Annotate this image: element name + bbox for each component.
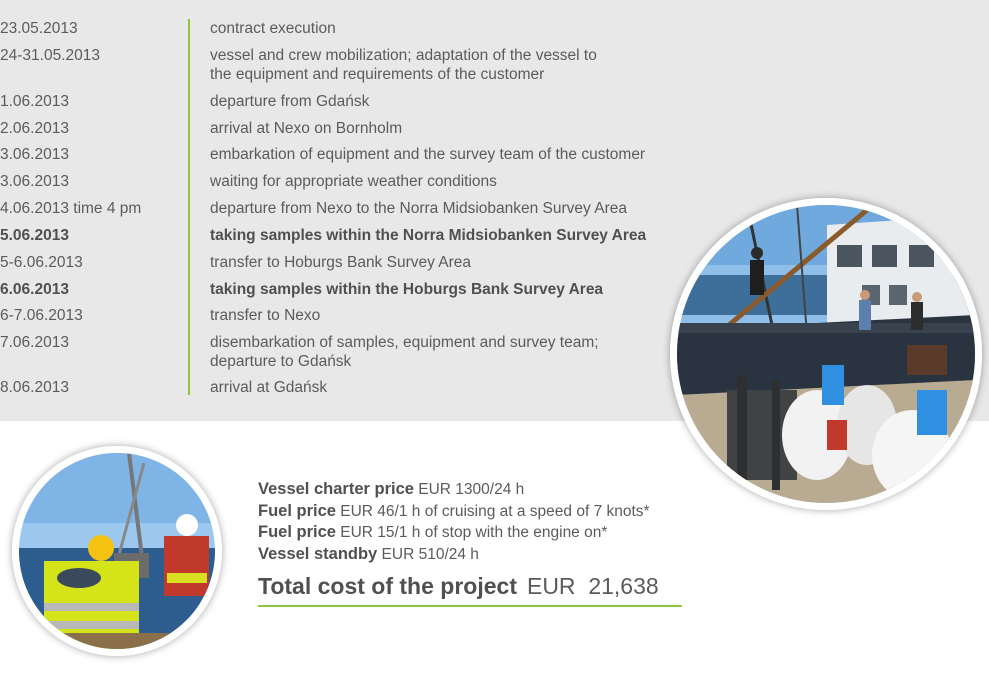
timeline-event: taking samples within the Norra Midsiobanken Survey Area [210, 227, 647, 244]
schedule-timeline: 23.05.2013 contract execution 24-31.05.2013 vessel and crew mobilization; adaptation of the vessel to the equipment and requirements of the customer 1.06.2013 departure from Gdańsk 2.06.2013 arrival at Nexo on Bornholm 3.06.2013 embarkation of equipment and the survey team of the customer 3.06.2013 waiting for appropriate weather conditions 4.06.2013 time 4 pm departure from Nexo to the Norra Midsiobanken Survey Area 5.06.2013 taking samples within the Norra Midsiobanken Survey Area 5-6.06.2013 transfer to Hoburgs Bank Survey Area 6.06.2013 taking samples within the Hoburgs Bank Survey Area 6-7.06.2013 transfer to Nexo 7.06.2013 disembarkation of samples, equipment and survey team; departure to Gdańsk 8.06.2013 arrival at Gdańsk [0, 0, 989, 421]
timeline-event: departure from Nexo to the Norra Midsiobanken Survey Area [210, 200, 627, 217]
cost-value: EUR 15/1 h of stop with the engine on* [340, 524, 608, 541]
cost-label: Fuel price [258, 523, 336, 541]
timeline-event: departure from Gdańsk [210, 93, 370, 110]
cost-label: Vessel charter price [258, 480, 414, 498]
timeline-event: contract execution [210, 20, 336, 37]
vessel-illustration [677, 205, 975, 503]
cost-item [258, 522, 698, 544]
timeline-event [210, 46, 690, 84]
crew-illustration [19, 453, 215, 649]
timeline-event-line: disembarkation of samples, equipment and survey team; [210, 334, 599, 351]
timeline-event: transfer to Nexo [210, 307, 321, 324]
cost-value: EUR 510/24 h [381, 545, 479, 563]
total-label: Total cost of the project [258, 573, 517, 599]
timeline-event-line: departure to Gdańsk [210, 353, 352, 370]
crew-photo [12, 446, 222, 656]
cost-list [258, 479, 698, 565]
timeline-event: taking samples within the Hoburgs Bank Survey Area [210, 281, 604, 298]
total-value: EUR 21,638 [526, 573, 659, 599]
timeline-divider [188, 19, 190, 395]
timeline-event: embarkation of equipment and the survey team of the customer [210, 146, 646, 163]
timeline-event: arrival at Nexo on Bornholm [210, 120, 403, 137]
cost-label: Fuel price [258, 501, 336, 520]
timeline-event: waiting for appropriate weather conditions [210, 173, 497, 190]
timeline-event: arrival at Gdańsk [210, 379, 328, 396]
cost-label: Vessel standby [258, 544, 378, 563]
cost-value: EUR 46/1 h of cruising at a speed of 7 knots* [340, 502, 650, 520]
total-cost [258, 571, 682, 607]
vessel-photo [670, 198, 982, 510]
timeline-event-line: the equipment and requirements of the customer [210, 66, 545, 83]
timeline-event: transfer to Hoburgs Bank Survey Area [210, 254, 472, 271]
timeline-event [210, 333, 690, 371]
cost-item [258, 544, 698, 566]
cost-item [258, 501, 698, 523]
timeline-event-line: vessel and crew mobilization; adaptation of the vessel to [210, 47, 597, 64]
cost-value: EUR 1300/24 h [418, 481, 525, 498]
cost-item [258, 479, 698, 501]
